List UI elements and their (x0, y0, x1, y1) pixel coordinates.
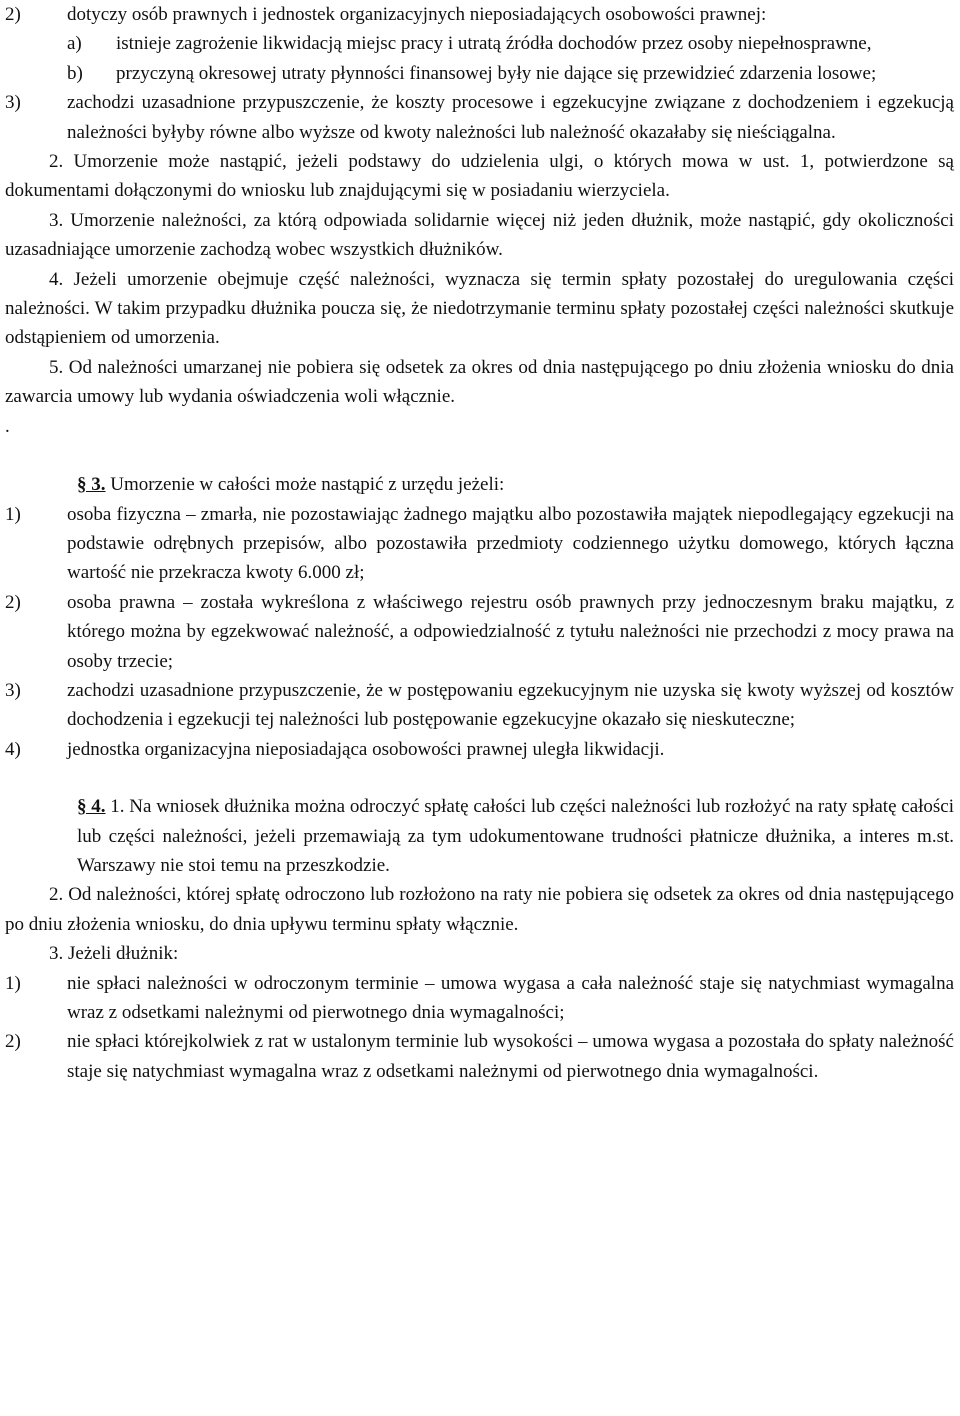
item-number: 1) (5, 972, 21, 994)
list-item (5, 1027, 954, 1086)
item-text: osoba prawna – została wykreślona z właściwego rejestru osób prawnych przy jednoczesnym braku majątku, z którego można by egzekwować należność, a odpowiedzialność z tytułu należności nie przechodzi z mocy prawa na osoby trzecie; (67, 591, 954, 672)
item-text: osoba fizyczna – zmarła, nie pozostawiając żadnego majątku albo pozostawiła majątek niepodlegający egzekucji na podstawie odrębnych przepisów, albo pozostawiła przedmioty codziennego użytku domowego, których łączna wartość nie przekracza kwoty 6.000 zł; (67, 503, 954, 584)
paragraph: 3. Jeżeli dłużnik: (49, 943, 179, 965)
item-letter: a) (67, 33, 82, 55)
paragraph: 4. Jeżeli umorzenie obejmuje część należności, wyznacza się termin spłaty pozostałej do uregulowania części należności. W takim przypadku dłużnika poucza się, że niedotrzymanie terminu spłaty pozostałej części należności skutkuje odstąpieniem od umorzenia. (5, 268, 954, 349)
item-number: 1) (5, 503, 21, 525)
item-number: 3) (5, 679, 21, 701)
list-item (5, 735, 954, 764)
section-heading (5, 470, 954, 499)
item-text: jednostka organizacyjna nieposiadająca osobowości prawnej uległa likwidacji. (67, 738, 665, 760)
stray-dot: . (5, 415, 10, 437)
paragraph: 3. Umorzenie należności, za którą odpowiada solidarnie więcej niż jeden dłużnik, może nastąpić, gdy okoliczności uzasadniające umorzenie zachodzą wobec wszystkich dłużników. (5, 209, 954, 261)
list-item (5, 588, 954, 676)
list-item (5, 500, 954, 588)
list-item (5, 0, 954, 29)
item-letter: b) (67, 62, 83, 84)
list-item (5, 29, 954, 58)
list-item (5, 676, 954, 735)
item-text: nie spłaci należności w odroczonym terminie – umowa wygasa a cała należność staje się natychmiast wymagalna wraz z odsetkami należnymi od pierwotnego dnia wymagalności; (67, 972, 954, 1023)
item-number: 4) (5, 738, 21, 760)
item-text: przyczyną okresowej utraty płynności finansowej były nie dające się przewidzieć zdarzenia losowe; (116, 62, 877, 84)
item-number: 2) (5, 4, 21, 25)
item-text: dotyczy osób prawnych i jednostek organizacyjnych nieposiadających osobowości prawnej: (67, 4, 767, 25)
paragraph: 5. Od należności umarzanej nie pobiera się odsetek za okres od dnia następującego po dniu złożenia wniosku do dnia zawarcia umowy lub wydania oświadczenia woli włącznie. (5, 356, 954, 408)
item-text: zachodzi uzasadnione przypuszczenie, że w postępowaniu egzekucyjnym nie uzyska się kwoty wyższej od kosztów dochodzenia i egzekucji tej należności lub postępowanie egzekucyjne okazało się nieskuteczne; (67, 679, 954, 731)
item-text: nie spłaci którejkolwiek z rat w ustalonym terminie lub wysokości – umowa wygasa a pozostała do spłaty należność staje się natychmiast wymagalna wraz z odsetkami należnymi od pierwotnego dnia wymagalności. (67, 1031, 954, 1082)
section-heading (5, 792, 954, 880)
section-label: § 3. (77, 474, 106, 496)
item-number: 3) (5, 92, 21, 114)
list-item (5, 88, 954, 147)
paragraph: 2. Umorzenie może nastąpić, jeżeli podstawy do udzielenia ulgi, o których mowa w ust. 1, potwierdzone są dokumentami dołączonymi do wniosku lub znajdującymi się w posiadaniu wierzyciela. (5, 151, 954, 202)
section-intro: Umorzenie w całości może nastąpić z urzędu jeżeli: (110, 474, 505, 496)
list-item (5, 59, 954, 88)
item-text: istnieje zagrożenie likwidacją miejsc pracy i utratą źródła dochodów przez osoby niepełnosprawne, (116, 33, 872, 55)
item-number: 2) (5, 591, 21, 613)
section-label: § 4. (77, 796, 106, 818)
section-para: 1. Na wniosek dłużnika można odroczyć spłatę całości lub części należności lub rozłożyć na raty spłatę całości lub części należności, jeżeli przemawiają za tym udokumentowane trudności płatnicze dłużnika, a interes m.st. Warszawy nie stoi temu na przeszkodzie. (77, 796, 955, 876)
paragraph: 2. Od należności, której spłatę odroczono lub rozłożono na raty nie pobiera się odsetek za okres od dnia następującego po dniu złożenia wniosku, do dnia upływu terminu spłaty włącznie. (5, 884, 954, 935)
item-number: 2) (5, 1031, 21, 1053)
item-text: zachodzi uzasadnione przypuszczenie, że koszty procesowe i egzekucyjne związane z dochodzeniem i egzekucją należności byłyby równe albo wyższe od kwoty należności lub należność okazałaby się nieściągalna. (67, 92, 954, 143)
list-item (5, 969, 954, 1028)
